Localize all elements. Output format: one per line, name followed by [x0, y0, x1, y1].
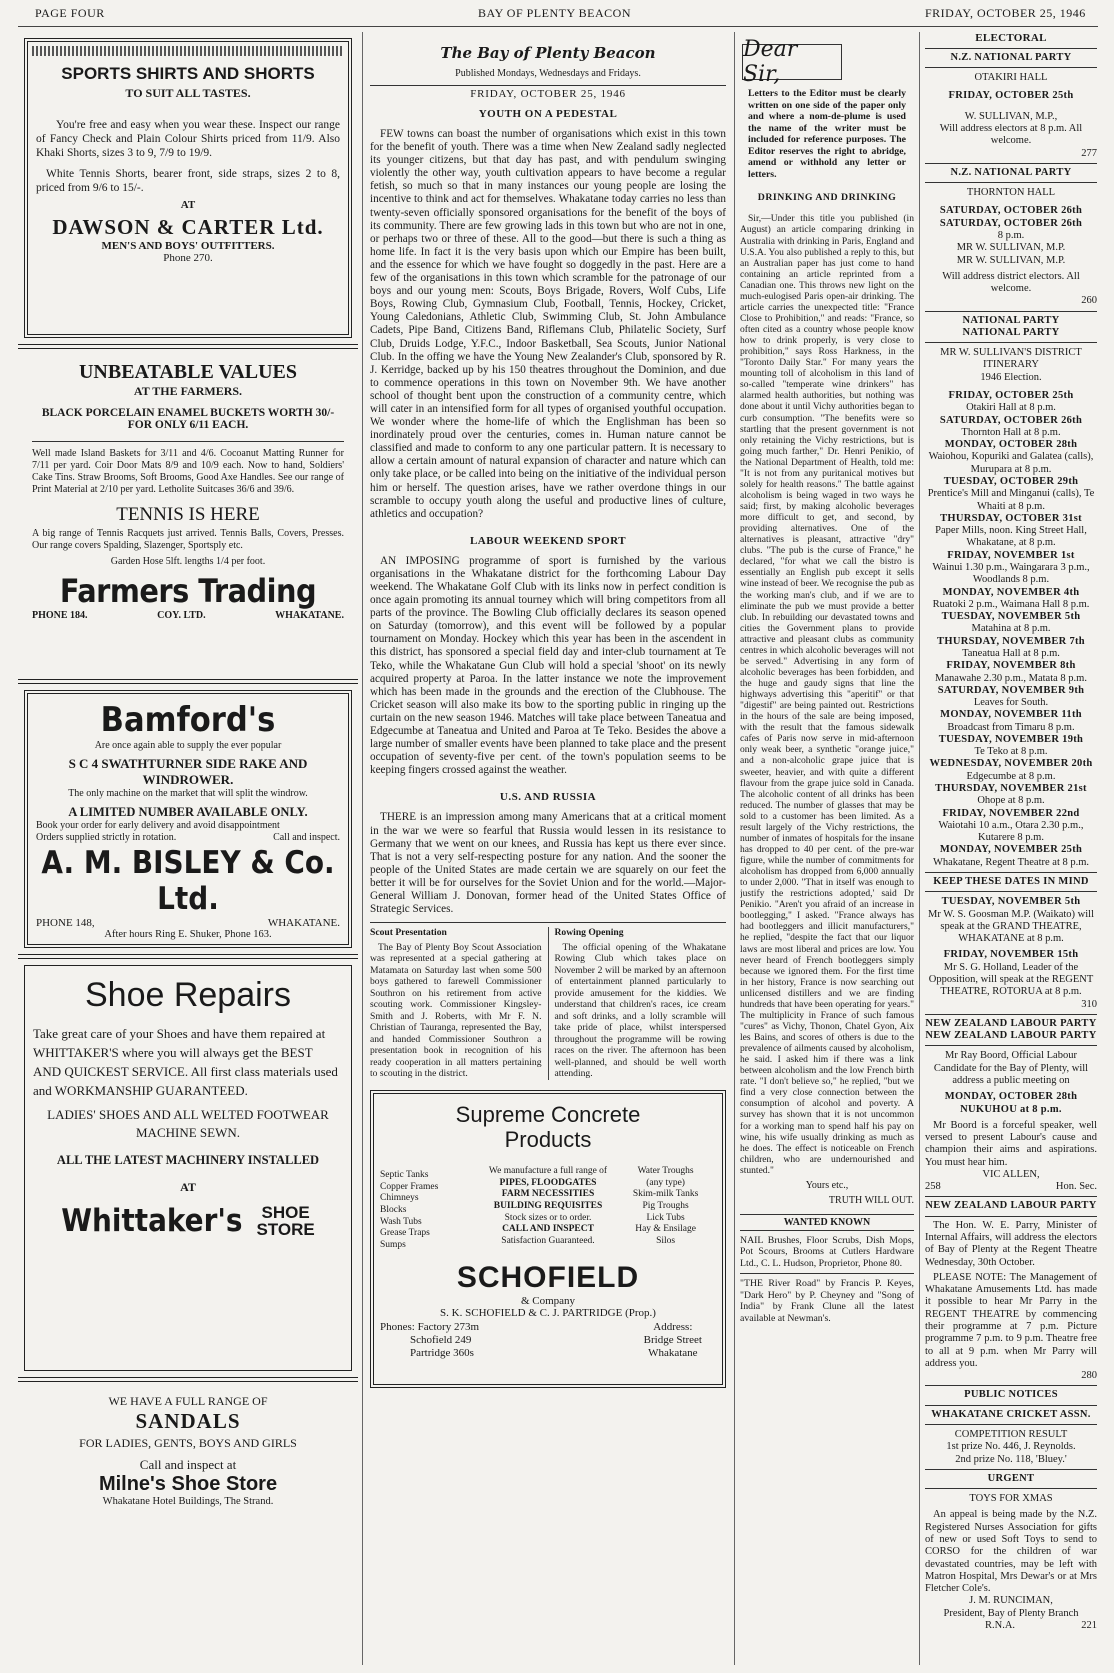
ad-town: WHAKATANE. — [267, 917, 340, 929]
ad-company: & Company — [520, 1295, 576, 1308]
ad-shoe-repairs — [24, 965, 352, 1371]
rule — [740, 1273, 914, 1274]
brief-rowing — [555, 927, 727, 1080]
ad-body: Book your order for early delivery and avoid disappointment — [36, 820, 280, 831]
notice-number: 221 — [1081, 1619, 1097, 1631]
ad-list-item: FARM NECESSITIES — [501, 1189, 595, 1200]
letters-notice: Letters to the Editor must be clearly written on one side of the paper only and where a nom-de-plume is used the name of the writer must be included for reference purposes. The Editor reserves the right to abridge, amend or withhold any letter or letters. — [748, 88, 906, 180]
notice-heading: NATIONAL PARTY — [962, 314, 1060, 326]
ad-title: Supreme Concrete — [455, 1101, 641, 1127]
ad-separator — [18, 954, 358, 959]
itinerary-place: Wainui 1.30 p.m., Waingarara 3 p.m., Woodlands 8 p.m. — [932, 561, 1090, 586]
brief-title: Scout Presentation — [370, 927, 447, 939]
article-body — [370, 555, 726, 778]
itinerary-entry — [925, 513, 1097, 550]
notice-body: Mr Boord is a forceful speaker, well versed to present Labour's cause and champion their aims and aspirations. You must hear him. — [925, 1119, 1097, 1168]
itinerary-place: Matahina at 8 p.m. — [971, 623, 1051, 635]
ad-address — [644, 1321, 716, 1359]
notice-heading: NEW ZEALAND LABOUR PARTY — [925, 1017, 1097, 1029]
article-body — [370, 811, 726, 916]
ad-store-row — [33, 1203, 343, 1239]
ad-title: Products — [504, 1126, 592, 1152]
ad-contact-row — [380, 1321, 716, 1359]
ad-ladies: LADIES' SHOES AND ALL WELTED FOOTWEAR MACHINE SEWN. — [47, 1107, 329, 1140]
rule — [925, 182, 1097, 183]
ad-tennis-title: TENNIS IS HERE — [116, 504, 260, 525]
notice-heading: NATIONAL PARTY — [962, 326, 1060, 338]
notice-venue: OTAKIRI HALL — [974, 72, 1048, 84]
ad-coy: COY. LTD. — [157, 610, 206, 621]
notice-date: FRIDAY, NOVEMBER 15th — [943, 949, 1079, 961]
ad-machinery: ALL THE LATEST MACHINERY INSTALLED — [56, 1153, 320, 1168]
electoral-column — [925, 32, 1097, 1673]
ad-title: SPORTS SHIRTS AND SHORTS — [61, 64, 315, 83]
ad-list-right — [615, 1166, 716, 1251]
rule — [370, 85, 726, 86]
notice-speaker: MR W. SULLIVAN, M.P. — [956, 254, 1066, 266]
itinerary-title: MR W. SULLIVAN'S DISTRICT ITINERARY — [940, 347, 1082, 371]
ad-list-text: Satisfaction Guaranteed. — [501, 1235, 595, 1246]
rule — [925, 1405, 1097, 1406]
ad-list-item: PIPES, FLOODGATES — [499, 1177, 597, 1188]
itinerary-place: Paper Mills, noon. King Street Hall, Whakatane, at 8 p.m. — [935, 525, 1087, 549]
ad-address: Whakatane Hotel Buildings, The Strand. — [102, 1496, 274, 1507]
ad-product: S C 4 SWATHTURNER SIDE RAKE AND WINDROWER. — [68, 756, 308, 787]
letter-signature: TRUTH WILL OUT. — [828, 1194, 914, 1206]
notice-body: Mr W. S. Goosman M.P. (Waikato) will speak at the GRAND THEATRE, WHAKATANE at 8 p.m. — [928, 908, 1094, 945]
ad-list-item: Chimneys — [380, 1193, 419, 1204]
publication-schedule: Published Mondays, Wednesdays and Fridays. — [455, 68, 641, 79]
itinerary-date: FRIDAY, NOVEMBER 22nd — [942, 807, 1080, 819]
notice-heading: NEW ZEALAND LABOUR PARTY — [925, 1200, 1097, 1212]
ad-list-item: Septic Tanks — [380, 1170, 429, 1181]
itinerary-entry — [925, 476, 1097, 513]
ad-phone: PHONE 184. — [32, 610, 88, 621]
ad-after-hours: After hours Ring E. Shuker, Phone 163. — [104, 929, 272, 940]
rule — [925, 1488, 1097, 1489]
ad-list-item: Skim-milk Tanks — [632, 1189, 699, 1200]
ad-orders: Orders supplied strictly in rotation. — [36, 832, 177, 843]
itinerary-entry — [925, 844, 1097, 869]
itinerary-entry — [925, 587, 1097, 612]
ad-headline: BLACK PORCELAIN ENAMEL BUCKETS WORTH 30/- FOR ONLY 6/11 EACH. — [41, 407, 335, 431]
ad-contact-row — [36, 917, 340, 929]
itinerary-place: Waiohou, Kopuriki and Galatea (calls), Murupara at 8 p.m. — [928, 451, 1094, 475]
ad-separator — [18, 1377, 358, 1382]
ad-list-text: Stock sizes or to order. — [504, 1212, 592, 1223]
header-date: FRIDAY, OCTOBER 25, 1946 — [925, 6, 1086, 20]
notice-venue: THORNTON HALL — [966, 187, 1056, 199]
letter-close: Yours etc., — [805, 1179, 849, 1191]
itinerary-place: Whakatane, Regent Theatre at 8 p.m. — [932, 856, 1090, 868]
article-heading: YOUTH ON A PEDESTAL — [478, 108, 618, 120]
itinerary-entry — [925, 734, 1097, 759]
itinerary-place: Te Teko at 8 p.m. — [974, 746, 1048, 758]
itinerary-place: Ohope at 8 p.m. — [977, 795, 1045, 807]
ad-farmers-trading — [24, 355, 352, 673]
itinerary-place: Edgecumbe at 8 p.m. — [966, 770, 1056, 782]
paragraph: FEW towns can boast the number of organisations which exist in this town for the benefit of youth. There was a time when New Zealand sadly neglected its younger citizens, but that day has past, and with pendulum swinging violently the other way, youth cultivation appears to have become a regular fetish, so much so that in many instances our young people are losing the incentive to think and act for themselves. Whakatane today carries no less than twenty-seven officially sponsored organisations for the benefit of the boys of its community. There are few growing lads in this town but who are not in one, or perhaps two or three of these. All to the good—but there is such a thing as home life. In fact it is the very basis upon which our Empire has been built, and the essence for which we have fought so doggedly in the past. Here are a few of the organisations in this town which scramble for the patronage of our boys and our young men: Scouts, Boys Brigade, Rovers, Wolf Cubs, Life Boys, Rowing Club, Gymnasium Club, Football, Tennis, Hockey, Cricket, Young Caledonians, Athletic Club, Swimming Club, St. John Ambulance Cadets, Pipe Band, Citizens Band, Riflemans Club, Philatelic Society, Surf Club, Druids Lodge, Y.F.C., Indoor Basketball, Sea Scouts, Junior National Club. In the offing we have the Young New Zealander's Club, sponsored by R. J. Kerridge, backed up by his 150 theatres throughout the Dominion, and due to commence operations in this town on November 9th. We have another school of thought bent upon the construction of a community centre, which will cater in an intensified form for all types of organised youthful occupation. We wonder where the home-life of which the Englishman has been so inordinately proud over the centuries, comes in. Human nature cannot be classified and made to conform to any one particular pattern. It is necessary to allow a certain amount of natural expansion of character and nature which can only take place, or be called into being on the initiative of the individual person him or herself. The question arises, have we rather overdone things in our scramble to occupy youth along the useful and productive lines of culture, athletics and occupation? — [370, 128, 726, 520]
ad-limited: A LIMITED NUMBER AVAILABLE ONLY. — [68, 805, 308, 819]
article-heading: LABOUR WEEKEND SPORT — [469, 534, 627, 547]
article-body — [370, 128, 726, 521]
itinerary-list — [925, 390, 1097, 869]
brief-body: The Bay of Plenty Boy Scout Association was represented at a special gathering at Matamata on Saturday last when some 500 boys gathered to farewell Commissioner Southron on his retirement from active scouting work. Commissioner Kingsley-Smith and J. Roberts, with Mr F. N. Christian of Tauranga, represented the Bay, and handed Commissioner Southron a presentation book in recognition of his ready cooperation in all matters pertaining to scouting in the district. — [370, 941, 542, 1080]
rule — [740, 1230, 914, 1231]
notice-body: Will address district electors. All welcome. — [942, 270, 1080, 295]
ad-title: UNBEATABLE VALUES — [78, 361, 298, 383]
rule — [925, 1196, 1097, 1197]
ad-list-middle — [481, 1166, 615, 1251]
ad-separator — [18, 344, 358, 349]
ad-hose: Garden Hose 5lft. lengths 1/4 per foot. — [110, 556, 266, 567]
brief-title: Rowing Opening — [554, 927, 624, 939]
notice-org: R.N.A. — [985, 1619, 1016, 1631]
itinerary-entry — [925, 415, 1097, 440]
wanted-item: "THE River Road" by Francis P. Keyes, "Dark Hero" by P. Cheyney and "Song of India" by Frank Clune all the latest available at Newman's. — [740, 1278, 914, 1324]
rule — [925, 342, 1097, 343]
itinerary-date: WEDNESDAY, NOVEMBER 20th — [929, 758, 1093, 770]
ad-address-line: Whakatane — [648, 1346, 698, 1359]
notice-signature: J. M. RUNCIMAN, — [969, 1595, 1053, 1607]
notice-body: PLEASE NOTE: The Management of Whakatane Amusements Ltd. has made it possible to hear Mr Parry in the REGENT THEATRE by commencing their programme at 7 p.m. Picture programme 7 p.m. to 9 p.m. Theatre free to all at 9 p.m. when Mr Parry will address you. — [925, 1271, 1097, 1369]
ad-contact-row — [32, 610, 344, 621]
page-header — [0, 6, 1114, 26]
notice-number: 258 — [925, 1181, 941, 1193]
notice-signature: President, Bay of Plenty Branch — [943, 1607, 1079, 1619]
itinerary-date: TUESDAY, NOVEMBER 19th — [938, 733, 1084, 745]
notice-body: 1st prize No. 446, J. Reynolds. — [946, 1441, 1076, 1453]
rule — [925, 163, 1097, 164]
notice-body: Mr Ray Boord, Official Labour Candidate for the Bay of Plenty, will address a public meeting on — [933, 1050, 1089, 1086]
ad-store: Farmers Trading — [59, 572, 317, 610]
ad-list-item: Wash Tubs — [380, 1216, 422, 1227]
brief-body: The official opening of the Whakatane Rowing Club which takes place on November 2 will be marked by an afternoon of entertainment planned particularly to provide amusement for the kiddies. We understand that children's races, ice cream and soft drinks, and a lolly scramble will take pride of place, whilst interspersed throughout the programme will be rowing races on the river. The afternoon has been well-planned, and should be well worth attending. — [554, 941, 726, 1080]
itinerary-entry — [925, 709, 1097, 734]
ad-body: A big range of Tennis Racquets just arrived. Tennis Balls, Covers, Presses. Our range covers Spalding, Slazenger, Sportsply etc. — [32, 528, 344, 551]
ad-outfitters: MEN'S AND BOYS' OUTFITTERS. — [101, 239, 275, 252]
ad-rule — [32, 441, 344, 442]
itinerary-entry — [925, 390, 1097, 415]
editorial-column — [370, 32, 726, 1673]
rule — [925, 1385, 1097, 1386]
ad-phone: Schofield 249 — [410, 1333, 472, 1346]
itinerary-date: TUESDAY, OCTOBER 29th — [943, 476, 1079, 488]
itinerary-place: Leaves for South. — [973, 697, 1049, 709]
letters-column — [740, 32, 914, 1673]
notice-heading: N.Z. NATIONAL PARTY — [950, 51, 1072, 63]
itinerary-date: SATURDAY, OCTOBER 26th — [939, 414, 1083, 426]
ad-phone: Partridge 360s — [410, 1346, 474, 1359]
itinerary-date: FRIDAY, OCTOBER 25th — [948, 390, 1074, 402]
rule — [925, 1469, 1097, 1470]
itinerary-date: THURSDAY, NOVEMBER 21st — [935, 783, 1087, 795]
rule — [925, 872, 1097, 873]
rule — [740, 1214, 914, 1215]
ad-list-item: BUILDING REQUISITES — [493, 1200, 603, 1211]
ad-list-item: Hay & Ensilage — [635, 1224, 696, 1235]
ad-subtitle: Are once again able to supply the ever popular — [94, 740, 282, 751]
ad-town: WHAKATANE. — [275, 610, 344, 621]
paper-name: BAY OF PLENTY BEACON — [478, 6, 632, 20]
rule — [925, 48, 1097, 49]
itinerary-date: SATURDAY, NOVEMBER 9th — [937, 684, 1085, 696]
ad-bisley — [24, 690, 352, 948]
letters-logo: Dear Sir, — [742, 44, 842, 80]
ad-column — [18, 32, 358, 1673]
ad-body: The only machine on the market that will split the windrow. — [68, 788, 308, 799]
notice-body: Mr S. G. Holland, Leader of the Opposition, will speak at the REGENT THEATRE, ROTORUA at 8 p.m. — [928, 961, 1094, 998]
ad-list-item: Water Troughs — [637, 1166, 694, 1177]
ad-store-suffix — [256, 1204, 314, 1240]
ad-call: Call and inspect. — [273, 832, 340, 843]
notice-footer — [925, 1620, 1097, 1632]
brief-scout — [370, 927, 542, 1080]
itinerary-date: FRIDAY, NOVEMBER 1st — [947, 549, 1075, 561]
itinerary-entry — [925, 783, 1097, 808]
itinerary-date: THURSDAY, OCTOBER 31st — [940, 512, 1082, 524]
ad-list-item: Grease Traps — [380, 1228, 430, 1239]
ad-store: A. M. BISLEY & Co. Ltd. — [41, 845, 335, 917]
rule — [925, 1014, 1097, 1015]
notice-number: 310 — [1081, 998, 1097, 1010]
ad-body: White Tennis Shorts, bearer front, side straps, sizes 2 to 8, priced from 9/6 to 15/-. — [36, 168, 340, 195]
ad-store: DAWSON & CARTER Ltd. — [52, 214, 324, 239]
editorial-masthead: The Bay of Plenty Beacon — [440, 44, 656, 62]
ad-list-item: Pig Troughs — [642, 1200, 689, 1211]
notice-date: TUESDAY, NOVEMBER 5th — [941, 896, 1081, 908]
rule — [925, 891, 1097, 892]
itinerary-entry — [925, 550, 1097, 587]
ad-list-text: We manufacture a full range of — [488, 1166, 608, 1177]
ad-list-item: Blocks — [380, 1204, 407, 1215]
ad-brand: SCHOFIELD — [456, 1261, 640, 1295]
notice-body: An appeal is being made by the N.Z. Registered Nurses Association for gifts of new or used Soft Toys to send to CORSO for the children of war devastated countries, may be left with Matron Hospital, Mrs Dewar's or at Mrs Fletcher Cole's. — [925, 1509, 1097, 1595]
itinerary-entry — [925, 439, 1097, 476]
ad-address-line: Bridge Street — [643, 1333, 702, 1346]
notice-body: Will address electors at 8 p.m. All welcome. — [939, 122, 1083, 147]
paragraph: AN IMPOSING programme of sport is furnished by the various organisations in the Whakatane district for the forthcoming Labour Day weekend. The Whakatane Golf Club with its links now in perfect condition is once again promoting its annual tourney which will bring competitors from all parts of the province. The Bowling Club officially declares its season opened on Saturday (tomorrow), and this event will be followed by a popular tournament on Monday. Hockey which this year has been in the ascendent in this district, has sponsored a special field day and inter-club tournament at Te Teko, while the Whakatane Gun Club will hold a special 'shoot' on its newly acquired property at Paroa. In the latter instance we note the improvement which has been made in the grounds and the erection of the Clubhouse. The Cricket season will also make its bow to the sporting public in ringing up the curtain on the new season 1946. Matches will take place between Taneatua and Edgecumbe at Taneatua and United and Paroa at Te Teko. Besides the above a large number of smaller events have been planned to take place and the present occupation of seventy-five per cent. of the town's population seems to be keeping fingers crossed against the weather. — [370, 554, 726, 777]
itinerary-date: FRIDAY, NOVEMBER 8th — [946, 660, 1076, 672]
ad-store-store: STORE — [256, 1220, 315, 1240]
notice-number: 277 — [1081, 147, 1097, 159]
itinerary-date: TUESDAY, NOVEMBER 5th — [941, 611, 1081, 623]
brief-divider — [548, 927, 549, 1080]
ad-body: Well made Island Baskets for 3/11 and 4/6. Cocoanut Matting Runner for 7/11 per yard. Coir Door Mats 8/9 and 10/9 each. Now to hand, Soldiers' Cake Tins. Straw Brooms, Soft Brooms, Good Axe Handles. See our range of Print Material at 2/10 per yard. Letholite Suitcases 36/6 and 39/6. — [32, 448, 344, 495]
ad-phones — [380, 1321, 479, 1359]
itinerary-date: MONDAY, NOVEMBER 11th — [940, 709, 1082, 721]
column-divider — [362, 32, 363, 1665]
notice-signature: VIC ALLEN, — [982, 1168, 1040, 1180]
ad-subtitle: AT THE FARMERS. — [133, 384, 243, 398]
ad-address-label: Address: — [653, 1321, 693, 1334]
itinerary-place: Ruatoki 2 p.m., Waimana Hall 8 p.m. — [932, 598, 1090, 610]
itinerary-entry — [925, 758, 1097, 783]
wanted-item: NAIL Brushes, Floor Scrubs, Dish Mops, Pot Scours, Brooms at Cutlers Hardware Ltd., C. L. Hudson, Proprietor, Phone 80. — [740, 1234, 914, 1269]
ad-at: AT — [180, 1180, 196, 1195]
rule — [925, 1424, 1097, 1425]
ad-line: WE HAVE A FULL RANGE OF — [108, 1394, 268, 1408]
notice-heading: URGENT — [987, 1472, 1035, 1484]
ad-body: Take great care of your Shoes and have them repaired at WHITTAKER'S where you will always get the BEST AND QUICKEST SERVICE. All first class materials used and WORKMANSHIP GUARANTEED. — [33, 1026, 338, 1098]
ad-body: You're free and easy when you wear these. Inspect our range of Fancy Check and Plain Colour Shirts priced from 11/9. Also Khaki Shorts, sizes 3 to 9, 7/9 to 19/9. — [36, 119, 340, 159]
itinerary-place: Thornton Hall at 8 p.m. — [961, 426, 1061, 438]
rule — [925, 311, 1097, 312]
ad-orders-row — [36, 832, 340, 843]
notice-number: 280 — [1081, 1370, 1097, 1382]
ad-concrete — [370, 1090, 726, 1388]
itinerary-place: Manawahe 2.30 p.m., Matata 8 p.m. — [935, 672, 1087, 684]
notice-subheading: COMPETITION RESULT — [954, 1428, 1068, 1440]
rule — [925, 67, 1097, 68]
notice-heading: KEEP THESE DATES IN MIND — [933, 876, 1089, 888]
article-heading: U.S. AND RUSSIA — [499, 791, 597, 804]
ad-border-pattern — [32, 46, 344, 56]
ad-list-item: Lick Tubs — [646, 1212, 685, 1223]
notice-speaker: MR W. SULLIVAN, M.P. — [956, 242, 1066, 254]
notice-speaker: W. SULLIVAN, M.P., — [964, 110, 1058, 122]
itinerary-date: MONDAY, OCTOBER 28th — [944, 439, 1078, 451]
editorial-date: FRIDAY, OCTOBER 25, 1946 — [470, 88, 626, 100]
notice-date: SATURDAY, OCTOBER 26th — [939, 217, 1083, 229]
header-rule — [18, 26, 1098, 27]
notice-date: MONDAY, OCTOBER 28th — [944, 1091, 1078, 1103]
letter-title: DRINKING AND DRINKING — [757, 192, 897, 204]
ad-list-item: Sumps — [380, 1239, 406, 1250]
ad-store: Milne's Shoe Store — [98, 1473, 278, 1495]
column-divider — [734, 32, 735, 1665]
itinerary-entry — [925, 808, 1097, 845]
notice-footer — [925, 1181, 1097, 1193]
ad-phone: PHONE 148, — [36, 917, 95, 929]
section-heading: PUBLIC NOTICES — [964, 1389, 1058, 1401]
ad-list-text: CALL AND INSPECT — [502, 1224, 594, 1235]
column-divider — [919, 32, 920, 1665]
rule — [925, 1216, 1097, 1217]
itinerary-entry — [925, 611, 1097, 636]
notice-time: 8 p.m. — [997, 229, 1025, 241]
notice-heading: N.Z. NATIONAL PARTY — [950, 166, 1072, 178]
ad-sandals — [24, 1388, 352, 1520]
ad-owners: S. K. SCHOFIELD & C. J. PARTRIDGE (Prop.) — [440, 1307, 656, 1320]
ad-list-left — [380, 1166, 481, 1251]
itinerary-entry — [925, 636, 1097, 661]
notice-heading: WHAKATANE CRICKET ASSN. — [931, 1408, 1091, 1420]
itinerary-place: Otakiri Hall at 8 p.m. — [966, 402, 1056, 414]
ad-product-lists — [380, 1166, 716, 1251]
ad-separator — [18, 679, 358, 684]
itinerary-date: THURSDAY, NOVEMBER 7th — [937, 635, 1085, 647]
itinerary-place: Broadcast from Timaru 8 p.m. — [947, 721, 1075, 733]
notice-body: The Hon. W. E. Parry, Minister of Internal Affairs, will address the electors of Bay of Plenty at the Regent Theatre Wednesday, 30th October. — [925, 1219, 1097, 1268]
page-number: PAGE FOUR — [35, 6, 105, 20]
letter-body: Sir,—Under this title you published (in August) an article comparing drinking in Australia with drinking in Paris, England and U.S.A. You also published a reply to this, but an Australian paper has just come to hand containing an article reprinted from a Canadian one. This throws new light on the much-eulogised Paris open-air drinking. The article carries the unexpected title: "France Close to Prohibition," and reads: "France, so often cited as a country whose people know how to drink properly, is very close to prohibition," says Ross Harkness, in the "Toronto Daily Star." For many years the mounting toll of alcoholism in this land of so-called "temperate wine drinkers" has alarmed health authorities, but nothing was done about it until Vichy authorities began to curb consumption. "The benefits were so startling that the present government is not only retaining the Vichy restrictions, but is going much farther," Dr. Henri Penikio, of the National Department of Health, told me: "It is not from any puritanical motives but solely for health reasons." The battle against alcoholism is being waged in two ways he said; first, by making alcoholic beverages more difficult to get, and second, by providing alternatives. One of the alternatives is pleasant, attractive "dry" clubs. "The pub is the curse of France," he declared, "for what we call the bistro is essentially an English pub except it sells wine instead of beer. We recognise the pub as the working man's club, and if we are to eliminate the pub we must provide a better club. In rebuilding our devastated towns and cities the Government plans to provide attractive and pleasant clubs as community centres in which alcoholic beverages will not be served." Advertising in any form of alcoholic beverages has been forbidden, and the huge and gaudy signs that line the highways advertising this "aperitif" or that "digestif" are being painted out. Restrictions in the hours of the sale are being imposed, with the result that the famous sidewalk cafes of Paris now serve in mid-afternoon only weak beer, a synthetic "orange juice," and a non-alcoholic grape juice that is sweeter, heavier, and with quite a different flavour from the grape juice sold in Canada. The alcoholic content of all drinks has been reduced. The number of glasses that may be sold to a customer has been limited. As a result largely of the Vichy restrictions, the number of inmates of hospitals for the insane has dropped to 40 per cent. of the pre-war figure, while the number of commitments for alcoholism has dropped from 6,000 annually to under 2,000. "That in itself was enough to justify the restrictions adopted,' said Dr Penikio. "Aren't you afraid of an increase in bootlegging," I asked. "France always has had bootleggers and illicit manufacturers," he replied, "despite the fact that our liquor laws are most liberal and prices are low. You never heard of French bootleggers simply because we ignored them. For the first time in her history, France is now searching out unlicensed distillers and we are finding hundreds that have been operating for years." The multiplicity in France of such famous "cures" as Vichy, Thonon, Chatel Gyon, Aix les Bains, and scores of others is due to the prevalence of ailments caused by alcoholism, he said. I asked him if there was a link between alcoholism and the low French birth rate. "I don't believe so," he replied, "but we find a very close connection between the consumption of alcohol and poverty. A survey has shown that it is not uncommon for a working man to spend half his pay on wine, his wife usually drinking as much as he does. The effect is noticeable on French children, who are undernourished and stunted." — [740, 213, 914, 1176]
itinerary-place: Prentice's Mill and Minganui (calls), Te Whaiti at 8 p.m. — [927, 488, 1095, 512]
notice-date: SATURDAY, OCTOBER 26th — [939, 205, 1083, 217]
itinerary-entry — [925, 660, 1097, 685]
rule — [370, 922, 726, 923]
itinerary-place: Waiotahi 10 a.m., Otara 2.30 p.m., Kutarere 8 p.m. — [938, 819, 1084, 844]
rule — [925, 1045, 1097, 1046]
notice-date: FRIDAY, OCTOBER 25th — [948, 90, 1074, 102]
ad-store: Whittaker's — [61, 1203, 243, 1240]
itinerary-place: Taneatua Hall at 8 p.m. — [962, 647, 1060, 659]
section-heading: ELECTORAL — [975, 32, 1047, 44]
notice-heading: NEW ZEALAND LABOUR PARTY — [925, 1030, 1097, 1042]
ad-title: Shoe Repairs — [84, 976, 291, 1014]
notice-subheading: TOYS FOR XMAS — [969, 1493, 1053, 1505]
ad-subtitle: TO SUIT ALL TASTES. — [125, 86, 251, 100]
ad-sports-shirts — [24, 38, 352, 338]
ad-store-shoe: SHOE — [261, 1202, 310, 1222]
news-briefs — [370, 927, 726, 1080]
ad-brand: Bamford's — [100, 700, 276, 740]
itinerary-date: MONDAY, NOVEMBER 25th — [939, 844, 1083, 856]
ad-list-item: Silos — [656, 1235, 676, 1246]
ad-line: FOR LADIES, GENTS, BOYS AND GIRLS — [79, 1436, 297, 1450]
notice-body: 2nd prize No. 118, 'Bluey.' — [955, 1453, 1067, 1465]
wanted-title: WANTED KNOWN — [783, 1216, 871, 1228]
notice-venue: NUKUHOU at 8 p.m. — [960, 1103, 1062, 1115]
itinerary-subtitle: 1946 Election. — [980, 371, 1042, 383]
paragraph: THERE is an impression among many Americans that at a critical moment in the war we were so fearful that Russia would lessen in its resistance to Germany that we went on our knees, and Russia has kept us there ever since. That is not a very self-respecting posture for any nation. And the sooner the people of the United States are made certain we are squarely on our feet the better it will be for ourselves for the Soviet Union and for the world.—Major-General William J. Donovan, former head of the United States Office of Strategic Services. — [370, 811, 726, 916]
ad-phone: Phones: Factory 273m — [380, 1321, 479, 1334]
notice-number: 260 — [1081, 295, 1097, 307]
ad-list-item: (any type) — [646, 1177, 685, 1188]
ad-headline: SANDALS — [135, 1409, 241, 1433]
ad-list-item: Copper Frames — [380, 1181, 439, 1192]
ad-line: Call and inspect at — [139, 1457, 237, 1472]
itinerary-date: MONDAY, NOVEMBER 4th — [942, 586, 1080, 598]
ad-phone: Phone 270. — [163, 251, 213, 264]
notice-role: Hon. Sec. — [1055, 1181, 1097, 1193]
ad-at: AT — [180, 198, 196, 211]
itinerary-entry — [925, 685, 1097, 710]
